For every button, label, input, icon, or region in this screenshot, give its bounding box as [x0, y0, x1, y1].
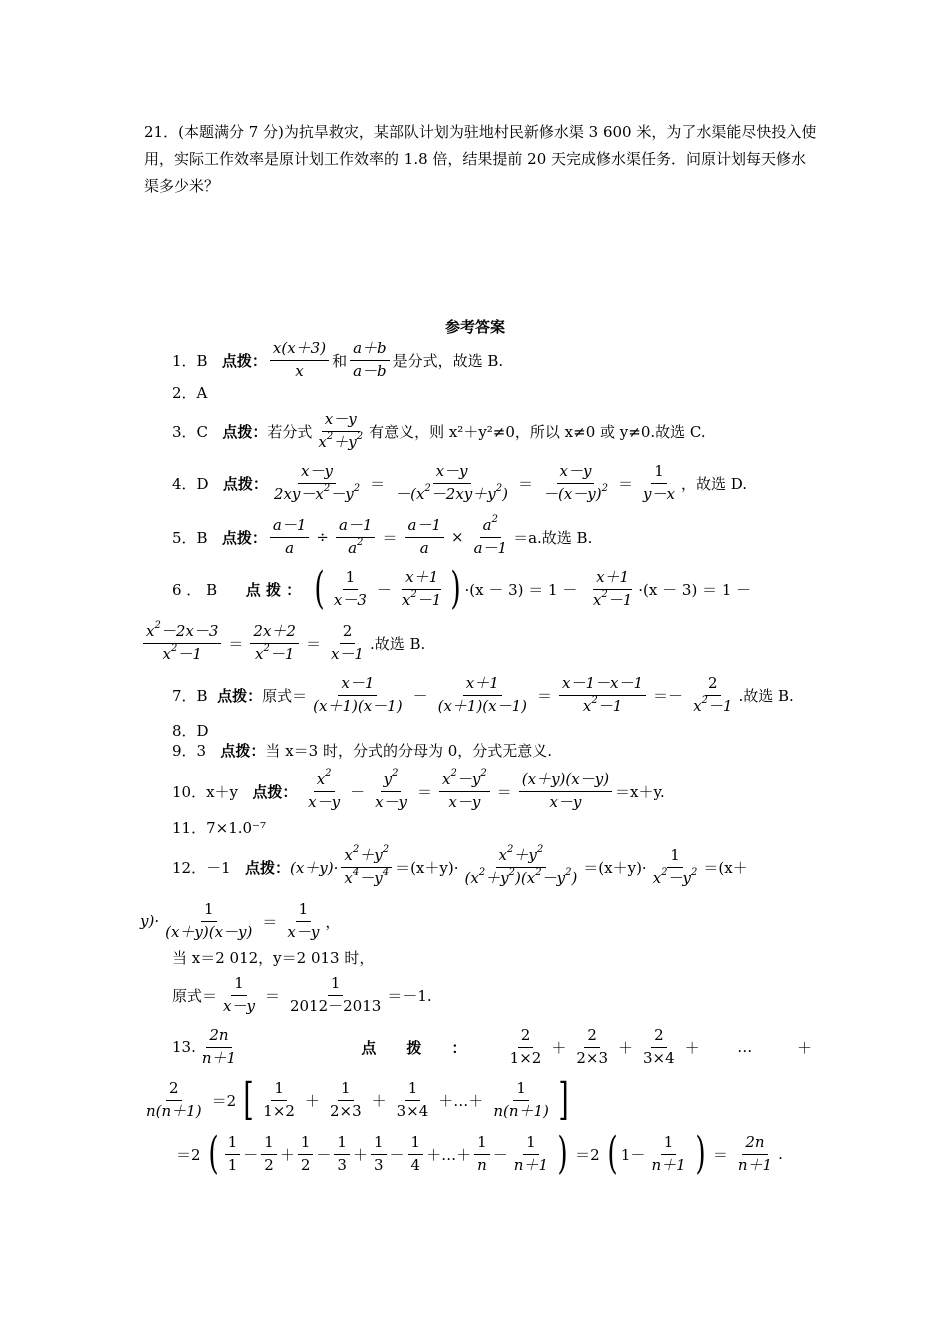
answer-2: 2．A	[172, 384, 208, 402]
answer-1: 1．B 点拨： $\frac{x(x+3)}{x}$ 和 $\frac{a+b}{a-b}$ 是分式，故选 B.	[172, 339, 504, 380]
answer-8: 8．D	[172, 722, 209, 740]
answer-12-when: 当 x＝2 012，y＝2 013 时，	[172, 949, 375, 967]
answer-5: 5．B 点拨： $\frac{a-1}{a}$ ÷ $\frac{a-1}{a^2}$ ＝ $\frac{a-1}{a}$ × $\frac{a^2}{a-1}$ ＝a.故选 B.	[172, 514, 593, 557]
answer-4: 4．D 点拨： $\frac{x-y}{2xy-x^2-y^2}$ ＝ $\frac{x-y}{-(x^2-2xy+y^2)}$ ＝ $\frac{x-y}{-(x-y)^2}$ ＝ $\frac{1}{y-x}$ ，故选 D.	[172, 462, 747, 503]
problem-21: 21．(本题满分 7 分)为抗旱救灾，某部队计划为驻地村民新修水渠 3 600 米，为了水渠能尽快投入使用，实际工作效率是原计划工作效率的 1.8 倍，结果提前 20 天完成修水渠任务．问原计划每天修水渠多少米？	[144, 123, 817, 195]
answer-3: 3．C 点拨： 若分式 $\frac{x-y}{x^2+y^2}$ 有意义，则 x²＋y²≠0，所以 x≠0 或 y≠0.故选 C.	[172, 410, 706, 451]
answer-number: 1．B	[172, 351, 208, 370]
answer-13: 13. $\frac{2n}{n+1}$ 点 拨 ： $\frac{2}{1\times 2}$ ＋ $\frac{2}{2\times 3}$ ＋ $\frac{2}{3\times 4}$ ＋ … ＋	[172, 1026, 812, 1067]
answer-6: 6 ． B 点 拨 ： ( $\frac{1}{x-3}$ － $\frac{x+1}{x^2-1}$ ) ·(x － 3) ＝ 1 － $\frac{x+1}{x^2-1}$ ·(x － 3) ＝ 1 －	[172, 563, 752, 615]
answer-12: 12．－1 点拨： (x＋y)· $\frac{x^2+y^2}{x^4-y^4}$ ＝(x＋y)· $\frac{x^2+y^2}{(x^2+y^2)(x^2-y^2)}$ ＝(x＋y)· $\frac{1}{x^2-y^2}$ ＝(x＋	[172, 844, 748, 887]
answers-title: 参考答案	[444, 318, 505, 336]
answer-6-cont: $\frac{x^2-2x-3}{x^2-1}$ ＝ $\frac{2x+2}{x^2-1}$ ＝ $\frac{2}{x-1}$ .故选 B.	[140, 618, 425, 668]
tip-label: 点拨：	[221, 351, 267, 370]
answer-12-result: 原式＝ $\frac{1}{x-y}$ ＝ $\frac{1}{2012-2013}$ ＝－1.	[172, 974, 432, 1015]
answer-13-cont: $\frac{2}{n(n+1)}$ ＝2 [ $\frac{1}{1\times 2}$ ＋ $\frac{1}{2\times 3}$ ＋ $\frac{1}{3\times 4}$ ＋…＋ $\frac{1}{n(n+1)}$ ]	[146, 1074, 569, 1126]
answer-7: 7．B 点拨： 原式＝ $\frac{x-1}{(x+1)(x-1)}$ － $\frac{x+1}{(x+1)(x-1)}$ ＝ $\frac{x-1-x-1}{x^2-1}$ ＝－ $\frac{2}{x^2-1}$ .故选 B.	[172, 674, 794, 715]
answer-10: 10．x＋y 点拨： $\frac{x^2}{x-y}$ － $\frac{y^2}{x-y}$ ＝ $\frac{x^2-y^2}{x-y}$ ＝ $\frac{(x+y)(x-y)}{x-y}$ ＝x＋y.	[172, 768, 665, 811]
answer-11: 11．7×1.0⁻⁷	[172, 819, 266, 837]
answer-13-final: ＝2 ( $\frac{1}{1}$ － $\frac{1}{2}$ ＋ $\frac{1}{2}$ － $\frac{1}{3}$ ＋ $\frac{1}{3}$ － $\frac{1}{4}$ ＋…＋ $\frac{1}{n}$ － $\frac{1}{n+1}$ ) ＝2 ( 1－ $\frac{1}{n+1}$ ) ＝ $\frac{2n}{n+1}$ .	[176, 1128, 783, 1180]
answer-9: 9．3 点拨：当 x＝3 时，分式的分母为 0，分式无意义.	[172, 742, 553, 760]
answer-12-cont: y)· $\frac{1}{(x+y)(x-y)}$ ＝ $\frac{1}{x-y}$ ，	[140, 900, 341, 941]
